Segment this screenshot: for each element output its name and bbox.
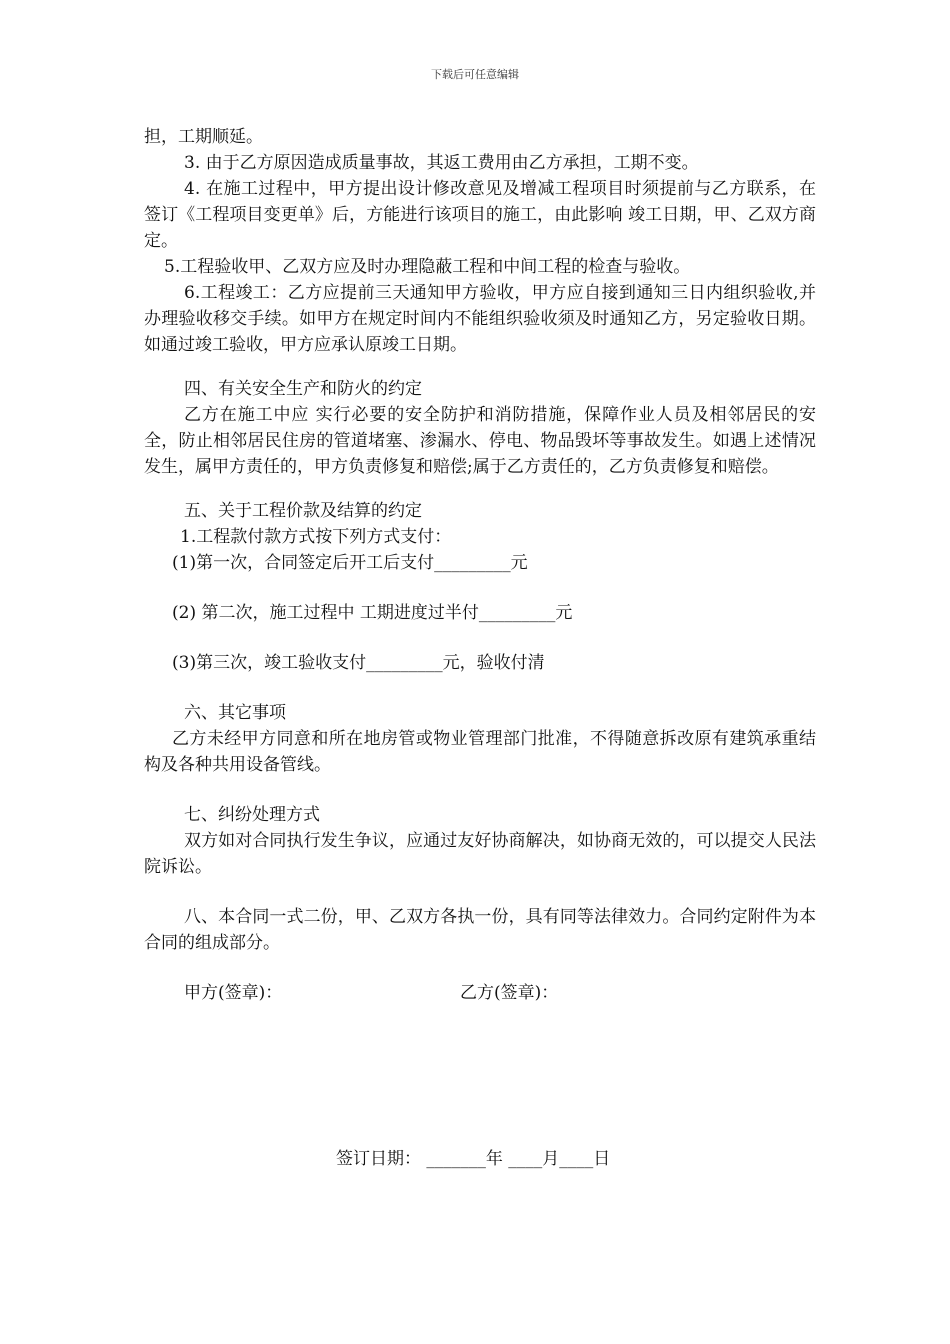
header-note: 下载后可任意编辑 xyxy=(431,68,519,81)
payment-first: (1)第一次，合同签定后开工后支付_________元 xyxy=(172,553,528,573)
section-4-title: 四、有关安全生产和防火的约定 xyxy=(184,379,422,399)
clause-5: 5.工程验收甲、乙双方应及时办理隐蔽工程和中间工程的检查与验收。 xyxy=(164,257,691,277)
section-7-body: 双方如对合同执行发生争议，应通过友好协商解决，如协商无效的，可以提交人民法院诉讼。 xyxy=(144,831,816,877)
party-b-signature-label: 乙方(签章)： xyxy=(460,983,559,1003)
contract-body xyxy=(144,124,816,1006)
section-8-body: 八、本合同一式二份，甲、乙双方各执一份，具有同等法律效力。合同约定附件为本合同的组成部分。 xyxy=(144,907,816,953)
clause-6: 6.工程竣工：乙方应提前三天通知甲方验收，甲方应自接到通知三日内组织验收,并办理验收移交手续。如甲方在规定时间内不能组织验收须及时通知乙方，另定验收日期。如通过竣工验收，甲方应承认原竣工日期。 xyxy=(144,283,816,355)
section-6-body: 乙方未经甲方同意和所在地房管或物业管理部门批准，不得随意拆改原有建筑承重结构及各种共用设备管线。 xyxy=(144,729,816,775)
clause-4: 4. 在施工过程中，甲方提出设计修改意见及增减工程项目时须提前与乙方联系，在签订《工程项目变更单》后，方能进行该项目的施工，由此影响 竣工日期，甲、乙双方商定。 xyxy=(144,179,816,251)
signature-row xyxy=(144,980,816,1006)
section-7-title: 七、纠纷处理方式 xyxy=(184,805,320,825)
section-5-item-1: 1.工程款付款方式按下列方式支付： xyxy=(180,527,452,547)
clause-3: 3. 由于乙方原因造成质量事故，其返工费用由乙方承担，工期不变。 xyxy=(184,153,699,173)
section-5-title: 五、关于工程价款及结算的约定 xyxy=(184,501,422,521)
payment-third: (3)第三次，竣工验收支付_________元，验收付清 xyxy=(172,653,545,673)
section-6-title: 六、其它事项 xyxy=(184,703,286,723)
payment-second: (2) 第二次，施工过程中 工期进度过半付_________元 xyxy=(172,603,573,623)
paragraph-continuation: 担，工期顺延。 xyxy=(144,127,263,147)
party-a-signature-label: 甲方(签章)： xyxy=(184,983,283,1003)
section-4-body: 乙方在施工中应 实行必要的安全防护和消防措施，保障作业人员及相邻居民的安全，防止相邻居民住房的管道堵塞、渗漏水、停电、物品毁坏等事故发生。如遇上述情况发生，属甲方责任的，甲方负责修复和赔偿;属于乙方责任的，乙方负责修复和赔偿。 xyxy=(144,405,816,477)
signing-date-line: 签订日期： _______年 ____月____日 xyxy=(336,1149,611,1169)
